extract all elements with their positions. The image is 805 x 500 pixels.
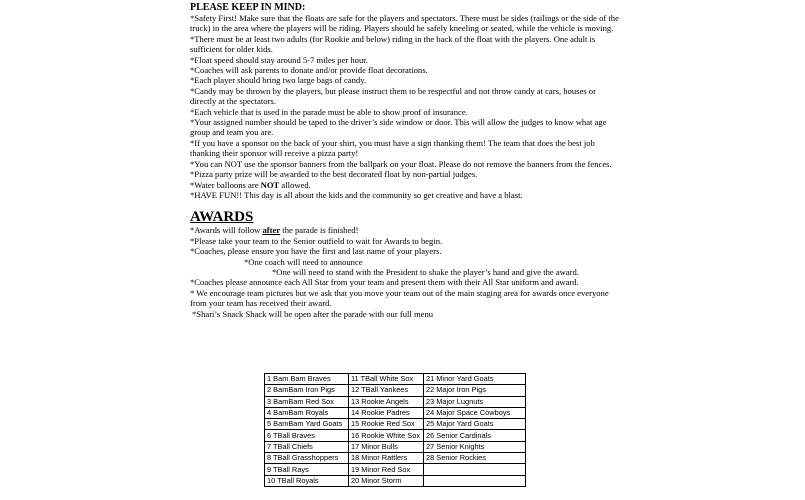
rule-line: *HAVE FUN!! This day is all about the kids and the community so get creative and have a blast. [190, 189, 523, 200]
team-cell: 5 BamBam Yard Goats [265, 419, 349, 430]
team-cell: 19 Minor Red Sox [349, 464, 424, 475]
document-body [190, 2, 620, 319]
rule-line: *Each vehicle that is used in the parade must be able to show proof of insurance. [190, 106, 468, 117]
awards-follow-line [190, 225, 620, 235]
rule-line: *Your assigned number should be taped to the driver’s side window or door. This will allow the judges to know what age group and team you are. [190, 117, 607, 138]
awards-line: *Coaches, please ensure you have the first and last name of your players. [190, 246, 442, 257]
follow-post: the parade is finished! [280, 225, 359, 236]
team-cell: 16 Rookie White Sox [349, 430, 424, 441]
rule-line: *Pizza party prize will be awarded to the best decorated float by non-partial judges. [190, 169, 478, 180]
team-number-table [264, 373, 526, 487]
table-row [265, 430, 526, 441]
team-cell: 7 TBall Chiefs [265, 441, 349, 452]
team-cell: 15 Rookie Red Sox [349, 419, 424, 430]
team-cell: 9 TBall Rays [265, 464, 349, 475]
rule-line: *If you have a sponsor on the back of your shirt, you must have a sign thanking them! The team that does the best job thanking their sponsor will receive a pizza party! [190, 137, 595, 159]
rule-line: *Float speed should stay around 5-7 miles per hour. [190, 54, 368, 65]
team-cell: 23 Major Lugnuts [424, 396, 526, 407]
team-cell [424, 475, 526, 486]
rule-line: *There must be at least two adults (for Rookie and below) riding in the back of the float with the players. One adult is sufficient for older kids. [190, 33, 596, 55]
team-cell: 8 TBall Grasshoppers [265, 453, 349, 464]
team-cell: 21 Minor Yard Goats [424, 374, 526, 385]
table-row [265, 374, 526, 385]
table-row [265, 453, 526, 464]
awards-line: *Coaches please announce each All Star from your team and present them with their All Star uniform and award. [190, 277, 579, 288]
awards-subline: *One coach will need to announce [244, 256, 363, 267]
table-row [265, 396, 526, 407]
team-cell: 2 BamBam Iron Pigs [265, 385, 349, 396]
team-cell: 20 Minor Storm [349, 475, 424, 486]
team-cell: 13 Rookie Angels [349, 396, 424, 407]
team-cell: 17 Minor Bulls [349, 441, 424, 452]
water-post: allowed. [279, 179, 311, 190]
water-balloon-rule [190, 180, 620, 190]
team-cell: 4 BamBam Royals [265, 407, 349, 418]
team-cell: 27 Senior Knights [424, 441, 526, 452]
team-cell: 28 Senior Rockies [424, 453, 526, 464]
team-cell: 10 TBall Royals [265, 475, 349, 486]
team-cell: 24 Major Space Cowboys [424, 407, 526, 418]
table-row [265, 441, 526, 452]
team-cell: 22 Major Iron Pigs [424, 385, 526, 396]
follow-bold: after [262, 225, 281, 236]
rule-line: *Safety First! Make sure that the floats are safe for the players and spectators. There must be sides (railings or the side of the truck) in the area where the players will be riding. Players should be safely kneeling or seated, while the vehicle is moving. [190, 13, 619, 34]
water-pre: *Water balloons are [190, 179, 261, 190]
team-cell: 6 TBall Braves [265, 430, 349, 441]
table-row [265, 464, 526, 475]
awards-subline: *One will need to stand with the President to shake the player’s hand and give the award. [272, 266, 579, 277]
team-cell: 25 Major Yard Goats [424, 419, 526, 430]
team-cell: 11 TBall White Sox [349, 374, 424, 385]
team-cell: 26 Senior Cardinals [424, 430, 526, 441]
follow-pre: *Awards will follow [190, 225, 263, 236]
awards-heading: AWARDS [190, 209, 254, 226]
table-row [265, 407, 526, 418]
team-rows [265, 374, 526, 487]
team-cell: 12 TBall Yankees [349, 385, 424, 396]
awards-line: *Please take your team to the Senior outfield to wait for Awards to begin. [190, 235, 443, 246]
team-cell: 18 Minor Rattlers [349, 453, 424, 464]
snack-shack-line: *Shari’s Snack Shack will be open after the parade with our full menu [192, 308, 434, 319]
awards-line: * We encourage team pictures but we ask that you move your team out of the main staging area for awards once everyone from your team has received their award. [190, 287, 609, 309]
rule-line: *You can NOT use the sponsor banners from the ballpark on your float. Please do not remove the banners from the fences. [190, 158, 612, 169]
rule-line: *Coaches will ask parents to donate and/or provide float decorations. [190, 65, 428, 76]
team-cell: 1 Bam Bam Braves [265, 374, 349, 385]
table-row [265, 385, 526, 396]
table-row [265, 419, 526, 430]
team-cell: 3 BamBam Red Sox [265, 396, 349, 407]
rule-line: *Candy may be thrown by the players, but please instruct them to be respectful and not throw candy at cars, houses or directly at the spectators. [190, 85, 596, 107]
rule-line: *Each player should bring two large bags of candy. [190, 75, 367, 86]
team-cell [424, 464, 526, 475]
team-cell: 14 Rookie Padres [349, 407, 424, 418]
table-row [265, 475, 526, 486]
water-bold: NOT [260, 179, 280, 190]
keep-in-mind-heading: PLEASE KEEP IN MIND: [190, 2, 306, 13]
